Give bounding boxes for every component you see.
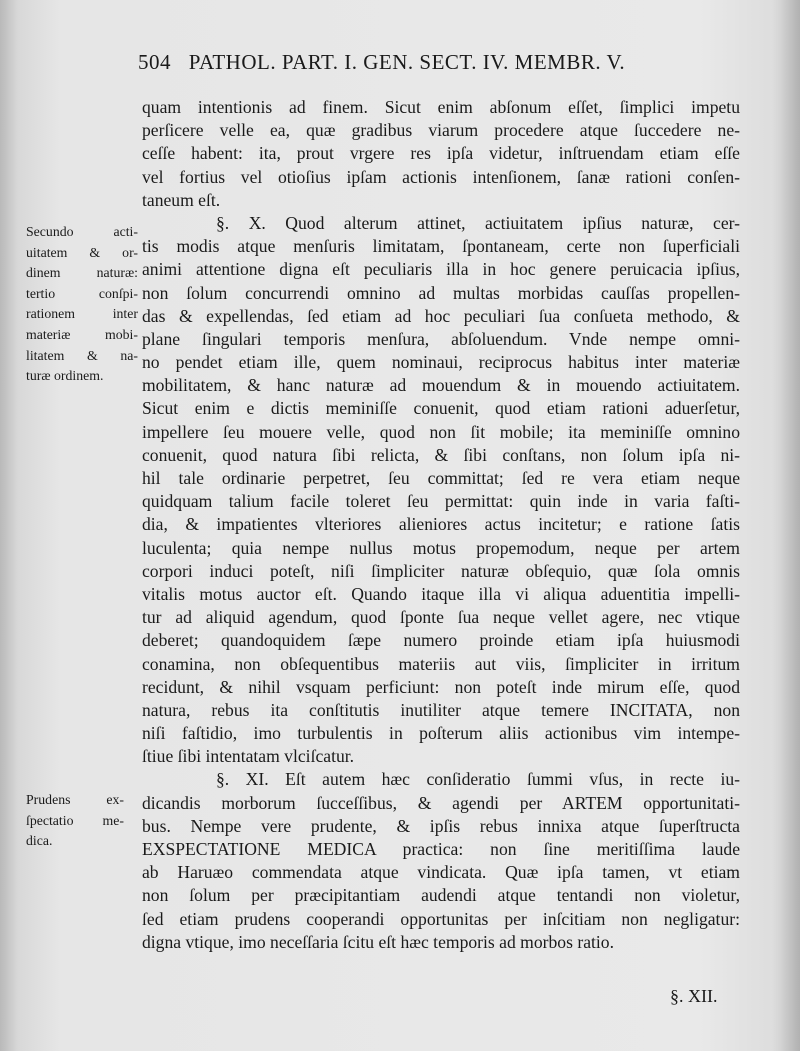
text-line: conamina, non obſequentibus materiis aut viis, ſimpliciter in irritum <box>142 653 740 674</box>
page-number: 504 <box>138 50 171 74</box>
text-line: perſicere velle ea, quæ gradibus viarum procedere atque ſuccedere ne- <box>142 120 740 141</box>
margin-note-line: turæ ordinem. <box>26 368 104 384</box>
text-line: Sicut enim e dictis meminiſſe conuenit, quod etiam rationi aduerſetur, <box>142 398 740 419</box>
text-line: dia, & impatientes vlteriores alieniores actus incitetur; e ratione ſatis <box>142 514 740 535</box>
text-line: niſi faſtidio, imo turbulentis in poſterum aliis actionibus vim intempe- <box>142 723 740 744</box>
text-line: animi attentione digna eſt peculiaris illa in hoc genere peruicacia ipſius, <box>142 259 740 280</box>
text-line: digna vtique, imo neceſſaria ſcitu eſt hæc temporis ad morbos ratio. <box>142 931 614 952</box>
text-line: plane ſingulari temporis menſura, abſoluendum. Vnde nempe omni- <box>142 328 740 349</box>
text-line: recidunt, & nihil vsquam perficiunt: non poteſt inde mirum eſſe, quod <box>142 676 740 697</box>
margin-note-line: materiæ mobi- <box>26 326 138 342</box>
text-line: vitalis motus auctor eſt. Quando itaque illa vi aliqua aduentitia impelli- <box>142 583 740 604</box>
margin-note-line: dica. <box>26 833 53 849</box>
margin-note-line: Secundo acti- <box>26 224 138 239</box>
text-line: tur ad aliquid agendum, quod ſponte ſua neque vellet agere, nec vtique <box>142 607 740 628</box>
text-line: impellere ſeu mouere velle, quod non ſit mobile; ita meminiſſe omnino <box>142 421 740 442</box>
text-line: non ſolum per præcipitantiam audendi atque tentandi non violetur, <box>142 885 740 906</box>
text-line: ab Haruæo commendata atque vindicata. Quæ ipſa tamen, vt etiam <box>142 862 740 883</box>
text-line: ceſſe habent: ita, prout vrgere res ipſa videtur, inſtruendam etiam eſſe <box>142 143 740 164</box>
text-line: tis modis atque menſuris limitatam, ſpontaneam, certe non ſuperficiali <box>142 236 740 257</box>
text-line: natura, rebus ita conſtitutis inutiliter atque temere INCITATA, non <box>142 699 740 720</box>
text-line: quidquam talium facile toleret ſeu permittat: quin inde in varia faſti- <box>142 491 740 512</box>
section-heading-line: §. XI. Eſt autem hæc conſideratio ſummi vſus, in recte iu- <box>216 769 740 790</box>
text-line: corpori induci poteſt, niſi ſimpliciter naturæ obſequio, quæ ſola omnis <box>142 560 740 581</box>
margin-note-line: Prudens ex- <box>26 792 124 807</box>
margin-note-line: tertio conſpi- <box>26 285 138 301</box>
margin-note-line: litatem & na- <box>26 347 138 363</box>
text-line: mobilitatem, & hanc naturæ ad mouendum & in mouendo actiuitatem. <box>142 375 740 396</box>
margin-note-line: rationem inter <box>26 306 138 322</box>
text-line: non ſolum concurrendi omnino ad multas morbidas cauſſas propellen- <box>142 282 740 303</box>
text-line: taneum eſt. <box>142 189 221 210</box>
text-line: no pendet etiam ille, quem nominaui, reciprocus habitus inter materiæ <box>142 352 740 373</box>
margin-note <box>26 790 124 852</box>
running-header <box>138 50 668 75</box>
text-line: EXSPECTATIONE MEDICA practica: non ſine meritiſſima laude <box>142 839 740 859</box>
running-title: PATHOL. PART. I. GEN. SECT. IV. MEMBR. V. <box>188 50 626 74</box>
text-line: hil tale ordinarie perpetret, ſeu committat; ſed re vera etiam neque <box>142 468 740 488</box>
text-line: deberet; quandoquidem ſæpe numero proinde etiam ipſa huiusmodi <box>142 630 740 651</box>
section-heading-line: §. X. Quod alterum attinet, actiuitatem ipſius naturæ, cer- <box>216 212 740 233</box>
margin-note <box>26 222 138 387</box>
text-line: vel fortius vel otioſius ipſam actionis intenſionem, ſanæ rationi conſen- <box>142 166 740 187</box>
main-text <box>142 96 740 954</box>
catchword: §. XII. <box>670 986 718 1006</box>
text-line: ſtiue ſibi intentatam vlciſcatur. <box>142 746 355 767</box>
text-line: quam intentionis ad finem. Sicut enim abſonum eſſet, ſimplici impetu <box>142 97 740 117</box>
text-line: luculenta; quia nempe nullus motus propemodum, neque per artem <box>142 537 740 558</box>
text-line: bus. Nempe vere prudente, & ipſis rebus innixa atque ſuperſtructa <box>142 815 740 836</box>
text-line: conuenit, quod natura ſibi relicta, & ſibi conſtans, non ſolum ipſa ni- <box>142 444 740 465</box>
text-line: dicandis morborum ſucceſſibus, & agendi per ARTEM opportunitati- <box>142 792 740 813</box>
text-line: das & expellendas, ſed etiam ad hoc peculiari ſua conſueta methodo, & <box>142 305 740 326</box>
margin-note-line: dinem naturæ: <box>26 265 138 281</box>
margin-note-line: ſpectatio me- <box>26 812 124 828</box>
page-edge-shadow <box>772 0 800 1051</box>
margin-note-line: uitatem & or- <box>26 244 138 260</box>
text-line: ſed etiam prudens cooperandi opportunitas per inſcitiam non negligatur: <box>142 908 740 929</box>
